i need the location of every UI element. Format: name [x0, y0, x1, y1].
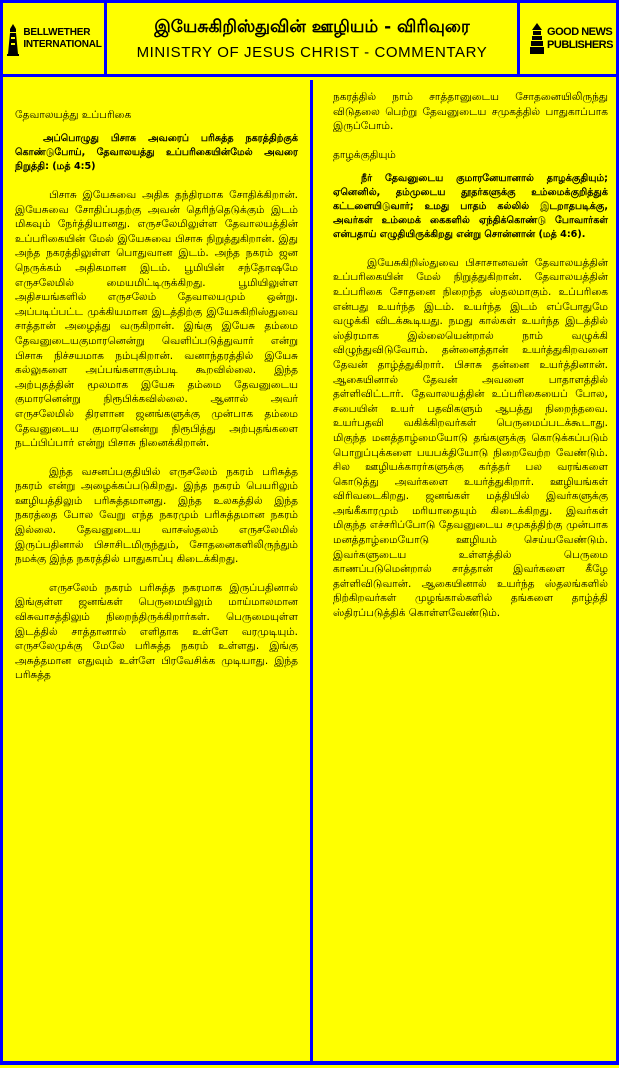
header [3, 3, 619, 77]
verse-matthew-4-6: நீர் தேவனுடைய குமாரனேயானால் தாழக்குதியும்; ஏனெனில், தம்முடைய தூதர்களுக்கு உம்மைக்குறித்துக் கட்டளையிடுவார்; உமது பாதம் கல்லில் இடறாதபடிக்கு, அவர்கள் உம்மைக் கைகளில் ஏந்திக்கொண்டு போவார்கள் என்பதாய் எழுதியிருக்கிறது என்று சொன்னான் (மத் 4:6). [333, 172, 608, 240]
paragraph-continuation: நகரத்தில் நாம் சாத்தானுடைய சோதனையிலிருந்து விடுதலை பெற்று தேவனுடைய சமுகத்தில் பாதுகாப்பாக இருப்போம். [333, 91, 608, 133]
right-column [313, 80, 619, 1065]
left-column [3, 80, 313, 1065]
good-news-logo [517, 3, 619, 74]
lighthouse-icon [5, 22, 21, 56]
bellwether-line1: BELLWETHER [23, 26, 91, 38]
title-block [107, 3, 517, 74]
page-title-tamil: இயேசுகிறிஸ்துவின் ஊழியம் - விரிவுரை [154, 16, 470, 37]
section-heading-temple-pinnacle: தேவாலயத்து உப்பரிகை [15, 109, 132, 121]
paragraph: பிசாசு இயேசுவை அதிக தந்திரமாக சோதிக்கிறான். இயேசுவை சோதிப்பதற்கு அவன் தெரிந்தெடுக்கும் இடம் மிகவும் நேர்த்தியானது. எருசலேமிலுள்ள தேவாலயத்தின் உப்பரிகையின் மேல் இயேசுவை பிசாசு நிறுத்துகிறான். இது அந்த நகரத்திலுள்ள பொதுவான இடம். அந்த நகரம் ஜன நெருக்கம் அதிகமான இடம். பூமியின் சந்தோஷமே எருசலேமில் மையமிட்டிருக்கிறது. பூமியிலுள்ள அதிசயங்களில் எருசலேம் தேவாலயமும் ஒன்று. அப்படிப்பட்ட முக்கியமான இடத்திற்கு இயேசுகிறிஸ்துவை சாத்தான் அழைத்து வருகிறான். இங்கு இயேசு தம்மை தேவனுடையகுமாரனென்று வெளிப்படுத்துவார் என்று பிசாசு நிச்சயமாக நம்புகிறான். வனாந்தரத்தில் இயேசு கல்லுகளை அப்பங்களாகும்படி கூறவில்லை. இந்த அற்புதத்தின் மூலமாக இயேசு தம்மை தேவனுடைய குமாரனென்று நிரூபிக்கவில்லை. ஆனால் அவர் எருசலேமில் திரளான ஜனங்களுக்கு முன்பாக தம்மை தேவனுடைய குமாரனென்று நிரூபித்து அற்புதங்களை நடப்பிப்பார் என்று பிசாசு நினைக்கிறான். [15, 189, 298, 450]
verse-matthew-4-5: அப்பொழுது பிசாசு அவரைப் பரிசுத்த நகரத்திற்குக் கொண்டுபோய், தேவாலயத்து உப்பரிகையின்மேல் அவரை நிறுத்தி: (மத் 4:5) [15, 133, 298, 172]
section-heading-cast-down: தாழக்குதியும் [333, 148, 396, 161]
good-news-line2: PUBLISHERS [547, 38, 613, 51]
bellwether-logo [3, 3, 107, 74]
book-stack-icon [529, 22, 545, 56]
paragraph: இந்த வசனப்பகுதியில் எருசலேம் நகரம் பரிசுத்த நகரம் என்று அழைக்கப்படுகிறது. இந்த நகரம் பெயரிலும் ஊழியத்திலும் பரிசுத்தமானது. இந்த உலகத்தில் இந்த நகரத்தை போல வேறு எந்த நகரமும் பரிசுத்தமான நகரம் இல்லை. தேவனுடைய வாசஸ்தலம் எருசலேமில் இருப்பதினால் பிசாசிடமிருந்தும், சோதனைகளிலிருந்தும் நமக்கு இந்த நகரத்தில் பாதுகாப்பு கிடைக்கிறது. [15, 465, 298, 566]
good-news-logo-text [547, 26, 613, 52]
bellwether-logo-text [23, 27, 101, 51]
bellwether-line2: INTERNATIONAL [23, 38, 102, 50]
paragraph: எருசலேம் நகரம் பரிசுத்த நகரமாக இருப்பதினால் இங்குள்ள ஜனங்கள் பெருமையிலும் மாய்மாலமான விசுவாசத்திலும் நிறைந்திருக்கிறார்கள். பெருமையுள்ள இடத்தில் சாத்தானால் எளிதாக உள்ளே வரமுடியும். எருசலேமுக்கு மேலே பரிசுத்த நகரம் உள்ளது. இங்கு அசுத்தமான எதுவும் உள்ளே பிரவேசிக்க முடியாது. இந்த பரிசுத்த [15, 581, 298, 682]
good-news-line1: GOOD NEWS [547, 25, 613, 38]
page-title-english: MINISTRY OF JESUS CHRIST - COMMENTARY [136, 43, 488, 61]
paragraph: இயேசுகிறிஸ்துவை பிசாசானவன் தேவாலயத்தின் உப்பரிகையின் மேல் நிறுத்துகிறான். தேவாலயத்தின் உப்பரிகை சோதனை நிறைந்த ஸ்தலமாகும். உப்பரிகை என்பது உயர்ந்த இடம். உயர்ந்த இடம் எப்போதுமே வழுக்கி விடக்கூடியது. நமது கால்கள் உயர்ந்த இடத்தில் ஸ்திரமாக இல்லையென்றால் நாம் வழுக்கி விழுந்துவிடுவோம். தன்னைத்தான் உயர்த்துகிறவனை தேவன் தாழ்த்துகிறார். பிசாசு தன்னை உயர்த்தினான். ஆகையினால் தேவன் அவனை பாதாளத்தில் தள்ளிவிட்டார். தேவாலயத்தின் உப்பரிகையைப் போல, சபையின் உயர் பதவிகளும் ஆபத்து நிறைந்தவை. உயர்பதவி வகிக்கிறவர்கள் பெருமைப்படக்கூடாது. மிகுந்த மனத்தாழ்மையோடு தங்களுக்கு கொடுக்கப்படும் பொறுப்புக்களை பயபக்தியோடு நிறைவேற்ற வேண்டும். சில ஊழியக்காரர்களுக்கு கர்த்தர் பல வரங்களை கொடுத்து அவர்களை உயர்த்துகிறார். ஊழியங்கள் விரிவடைகிறது. ஜனங்கள் மத்தியில் இவர்களுக்கு அங்கீகாரமும் மரியாதையும் கிடைக்கிறது. இவர்கள் மிகுந்த எச்சரிப்போடு தேவனுடைய சமுகத்திற்கு முன்பாக மனத்தாழ்மையோடு ஊழியம் செய்யவேண்டும். இவர்களுடைய உள்ளத்தில் பெருமை காணப்படுமென்றால் சாத்தான் இவர்களை கீழே தள்ளிவிடுவான். ஆகையினால் உயர்ந்த ஸ்தலங்களில் நிற்கிறவர்கள் முழங்கால்களில் தங்களை தாழ்த்தி ஸ்திரப்படுத்திக் கொள்ளவேண்டும். [333, 256, 608, 620]
